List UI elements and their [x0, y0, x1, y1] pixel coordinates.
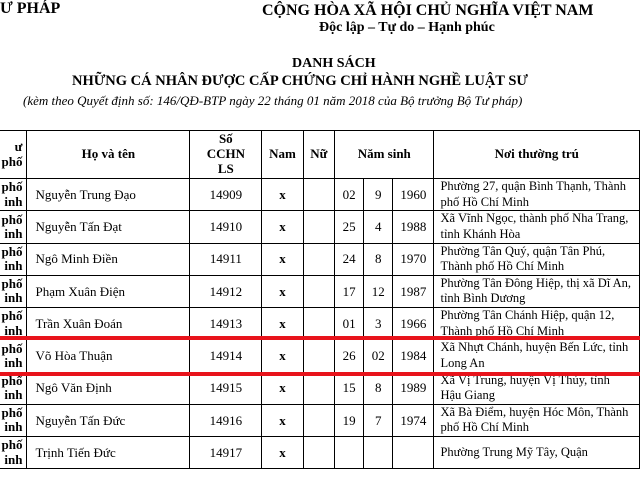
table-row	[0, 308, 640, 340]
cell-birth-day: 19	[335, 404, 364, 436]
cell-female	[303, 179, 334, 211]
cell-birth-month: 8	[364, 243, 393, 275]
header-male: Nam	[262, 131, 303, 179]
header-address: Nơi thường trú	[434, 131, 640, 179]
cell-col-0: phố inh	[0, 308, 27, 340]
cell-birth-month: 12	[364, 275, 393, 307]
document-title: DANH SÁCH	[292, 56, 376, 71]
cell-birth-month	[364, 437, 393, 469]
cell-birth-year: 1984	[393, 340, 434, 372]
cell-cert-number: 14915	[190, 372, 262, 404]
table-row	[0, 275, 640, 307]
motto: Độc lập – Tự do – Hạnh phúc	[319, 20, 495, 35]
table-header-row	[0, 131, 640, 179]
table-body	[0, 179, 640, 469]
cell-birth-day	[335, 437, 364, 469]
cell-cert-number: 14916	[190, 404, 262, 436]
cell-male: x	[262, 243, 303, 275]
cell-cert-number: 14913	[190, 308, 262, 340]
cell-col-0: phố inh	[0, 243, 27, 275]
cell-birth-month: 02	[364, 340, 393, 372]
cell-birth-month: 3	[364, 308, 393, 340]
table-row	[0, 372, 640, 404]
lawyer-list-table	[0, 130, 640, 469]
cell-birth-month: 7	[364, 404, 393, 436]
cell-col-0: phố inh	[0, 275, 27, 307]
cell-birth-year: 1987	[393, 275, 434, 307]
cell-address: Phường Trung Mỹ Tây, Quận	[434, 437, 640, 469]
header-col-0: ư phố	[0, 131, 27, 179]
cell-address: Phường Tân Đông Hiệp, thị xã Dĩ An, tỉnh Bình Dương	[434, 275, 640, 307]
cell-cert-number: 14910	[190, 211, 262, 243]
cell-birth-year: 1970	[393, 243, 434, 275]
cell-birth-day: 02	[335, 179, 364, 211]
cell-name: Ngô Văn Định	[27, 372, 190, 404]
cell-name: Trịnh Tiến Đức	[27, 437, 190, 469]
cell-female	[303, 211, 334, 243]
country-header: CỘNG HÒA XÃ HỘI CHỦ NGHĨA VIỆT NAM	[262, 2, 594, 19]
cell-col-0: phố inh	[0, 372, 27, 404]
cell-birth-day: 15	[335, 372, 364, 404]
cell-cert-number: 14917	[190, 437, 262, 469]
cell-birth-day: 24	[335, 243, 364, 275]
table-row	[0, 211, 640, 243]
header-name: Họ và tên	[27, 131, 190, 179]
cell-address: Xã Vị Trung, huyện Vị Thủy, tỉnh Hậu Giang	[434, 372, 640, 404]
cell-address: Phường 27, quận Bình Thạnh, Thành phố Hồ Chí Minh	[434, 179, 640, 211]
cell-female	[303, 372, 334, 404]
table-row	[0, 179, 640, 211]
cell-female	[303, 404, 334, 436]
document-subtitle: NHỮNG CÁ NHÂN ĐƯỢC CẤP CHỨNG CHỈ HÀNH NGHỀ LUẬT SƯ	[72, 73, 528, 89]
cell-name: Trần Xuân Đoán	[27, 308, 190, 340]
cell-address: Phường Tân Quý, quận Tân Phú, Thành phố Hồ Chí Minh	[434, 243, 640, 275]
cell-cert-number: 14914	[190, 340, 262, 372]
cell-birth-day: 26	[335, 340, 364, 372]
cell-female	[303, 275, 334, 307]
cell-cert-number: 14912	[190, 275, 262, 307]
cell-birth-year: 1960	[393, 179, 434, 211]
cell-birth-year	[393, 437, 434, 469]
cell-birth-month: 9	[364, 179, 393, 211]
cell-col-0: phố inh	[0, 211, 27, 243]
lawyer-list-table-wrapper	[0, 130, 640, 469]
cell-male: x	[262, 275, 303, 307]
cell-col-0: phố inh	[0, 340, 27, 372]
cell-birth-year: 1989	[393, 372, 434, 404]
table-row	[0, 437, 640, 469]
ministry-header: Ư PHÁP	[0, 0, 61, 17]
cell-name: Phạm Xuân Điện	[27, 275, 190, 307]
cell-name: Nguyễn Trung Đạo	[27, 179, 190, 211]
cell-col-0: phố inh	[0, 179, 27, 211]
cell-female	[303, 340, 334, 372]
cell-address: Phường Tân Chánh Hiệp, quận 12, Thành phố Hồ Chí Minh	[434, 308, 640, 340]
table-row	[0, 340, 640, 372]
cell-col-0: phố inh	[0, 437, 27, 469]
cell-address: Xã Vĩnh Ngọc, thành phố Nha Trang, tỉnh Khánh Hòa	[434, 211, 640, 243]
cell-name: Nguyễn Tấn Đức	[27, 404, 190, 436]
cell-male: x	[262, 308, 303, 340]
cell-birth-month: 8	[364, 372, 393, 404]
cell-female	[303, 437, 334, 469]
cell-male: x	[262, 211, 303, 243]
cell-birth-day: 01	[335, 308, 364, 340]
cell-address: Xã Nhựt Chánh, huyện Bến Lức, tỉnh Long An	[434, 340, 640, 372]
cell-birth-month: 4	[364, 211, 393, 243]
cell-name: Võ Hòa Thuận	[27, 340, 190, 372]
cell-col-0: phố inh	[0, 404, 27, 436]
cell-female	[303, 243, 334, 275]
cell-name: Ngô Minh Điền	[27, 243, 190, 275]
cell-male: x	[262, 179, 303, 211]
cell-birth-year: 1974	[393, 404, 434, 436]
header-birth-year: Năm sinh	[335, 131, 434, 179]
cell-male: x	[262, 404, 303, 436]
cell-cert-number: 14911	[190, 243, 262, 275]
cell-birth-year: 1966	[393, 308, 434, 340]
header-cert-number: Số CCHN LS	[190, 131, 262, 179]
header-female: Nữ	[303, 131, 334, 179]
table-row	[0, 243, 640, 275]
table-row	[0, 404, 640, 436]
cell-male: x	[262, 437, 303, 469]
cell-birth-day: 25	[335, 211, 364, 243]
cell-address: Xã Bà Điểm, huyện Hóc Môn, Thành phố Hồ Chí Minh	[434, 404, 640, 436]
cell-birth-year: 1988	[393, 211, 434, 243]
cell-female	[303, 308, 334, 340]
cell-name: Nguyễn Tấn Đạt	[27, 211, 190, 243]
cell-male: x	[262, 372, 303, 404]
decision-note: (kèm theo Quyết định số: 146/QĐ-BTP ngày 22 tháng 01 năm 2018 của Bộ trưởng Bộ Tư pháp)	[23, 93, 523, 108]
cell-cert-number: 14909	[190, 179, 262, 211]
cell-male: x	[262, 340, 303, 372]
cell-birth-day: 17	[335, 275, 364, 307]
